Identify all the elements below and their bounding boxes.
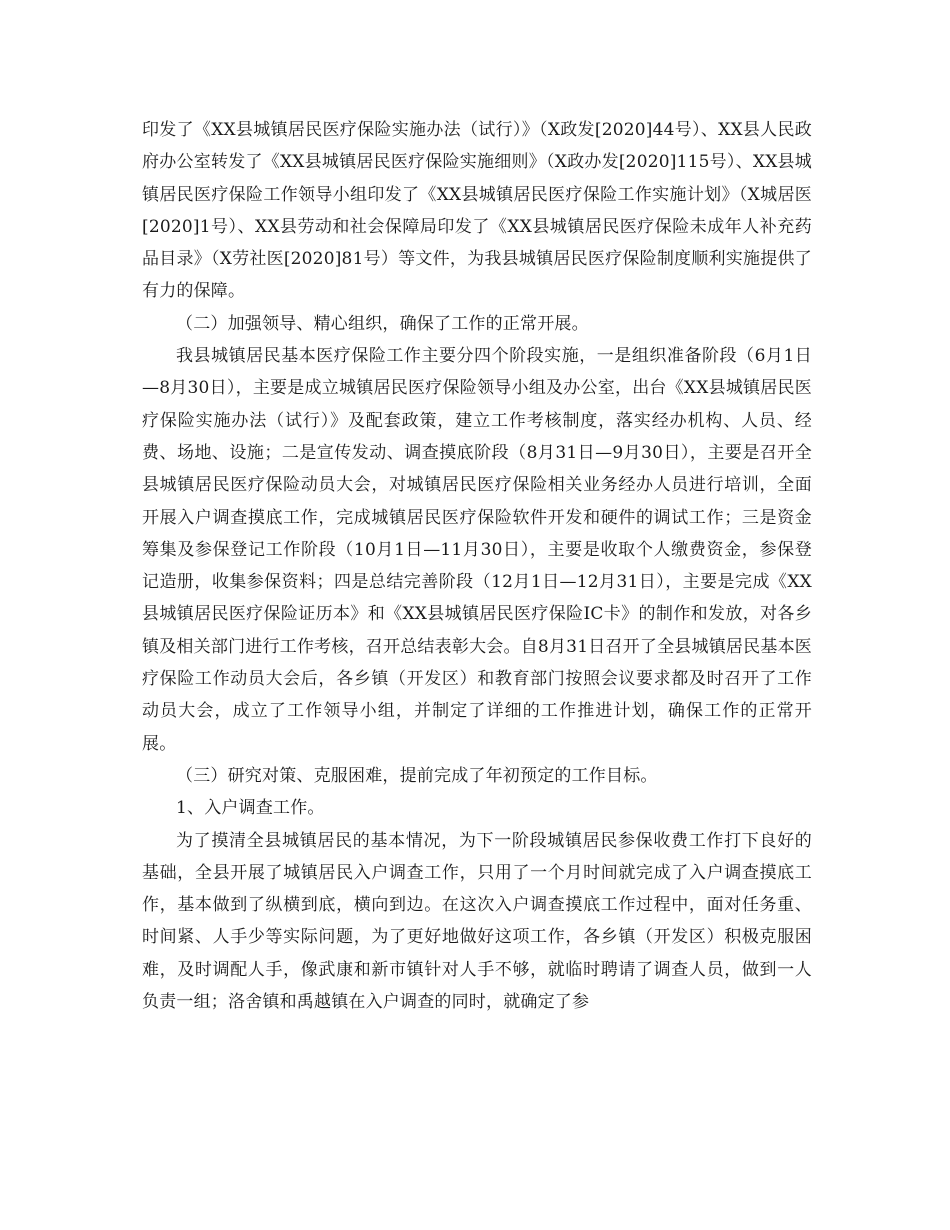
document-body (142, 114, 812, 1018)
paragraph-household-survey: 为了摸清全县城镇居民的基本情况，为下一阶段城镇居民参保收费工作打下良好的基础，全县开展了城镇居民入户调查工作，只用了一个月时间就完成了入户调查摸底工作，基本做到了纵横到底，横向到边。在这次入户调查摸底工作过程中，面对任务重、时间紧、人手少等实际问题，为了更好地做好这项工作，各乡镇（开发区）积极克服困难，及时调配人手，像武康和新市镇针对人手不够，就临时聘请了调查人员，做到一人负责一组；洛舍镇和禹越镇在入户调查的同时，就确定了参 (142, 830, 812, 1013)
subheading-household-survey: 1、入户调查工作。 (176, 798, 325, 819)
section-heading-leadership: （二）加强领导、精心组织，确保了工作的正常开展。 (176, 313, 589, 334)
section-heading-countermeasures: （三）研究对策、克服困难，提前完成了年初预定的工作目标。 (176, 765, 658, 786)
paragraph-four-stages: 我县城镇居民基本医疗保险工作主要分四个阶段实施，一是组织准备阶段（6月1日—8月30日），主要是成立城镇居民医疗保险领导小组及办公室，出台《XX县城镇居民医疗保险实施办法（试行）》及配套政策，建立工作考核制度，落实经办机构、人员、经费、场地、设施；二是宣传发动、调查摸底阶段（8月31日—9月30日），主要是召开全县城镇居民医疗保险动员大会，对城镇居民医疗保险相关业务经办人员进行培训，全面开展入户调查摸底工作，完成城镇居民医疗保险软件开发和硬件的调试工作；三是资金筹集及参保登记工作阶段（10月1日—11月30日），主要是收取个人缴费资金，参保登记造册，收集参保资料；四是总结完善阶段（12月1日—12月31日），主要是完成《XX县城镇居民医疗保险证历本》和《XX县城镇居民医疗保险IC卡》的制作和发放，对各乡镇及相关部门进行工作考核，召开总结表彰大会。自8月31日召开了全县城镇居民基本医疗保险工作动员大会后，各乡镇（开发区）和教育部门按照会议要求都及时召开了工作动员大会，成立了工作领导小组，并制定了详细的工作推进计划，确保工作的正常开展。 (142, 346, 812, 754)
paragraph-policy-documents: 印发了《XX县城镇居民医疗保险实施办法（试行）》（X政发[2020]44号）、XX县人民政府办公室转发了《XX县城镇居民医疗保险实施细则》（X政办发[2020]115号）、XX县城镇居民医疗保险工作领导小组印发了《XX县城镇居民医疗保险工作实施计划》（X城居医[2020]1号）、XX县劳动和社会保障局印发了《XX县城镇居民医疗保险未成年人补充药品目录》（X劳社医[2020]81号）等文件，为我县城镇居民医疗保险制度顺利实施提供了有力的保障。 (142, 120, 812, 302)
